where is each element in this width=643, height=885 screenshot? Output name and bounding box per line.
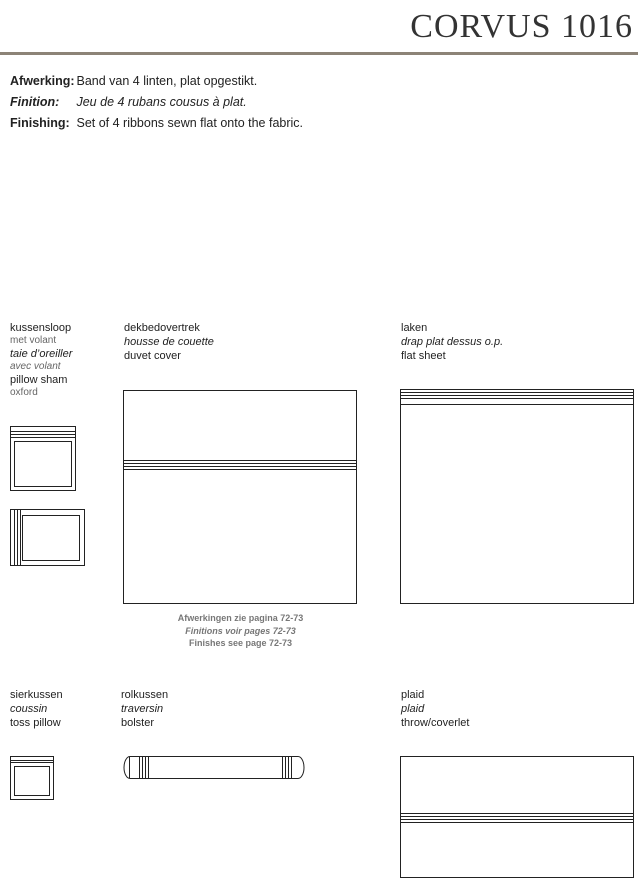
- note-nl: Afwerkingen zie pagina 72-73: [177, 613, 304, 623]
- toss-label-nl: sierkussen: [10, 689, 63, 701]
- flat-sheet-drawing: [400, 390, 634, 604]
- throw-coverlet-drawing: [400, 757, 634, 878]
- pillow-label-en-sub: oxford: [10, 387, 38, 398]
- finishing-label-en: Finishing:: [10, 116, 70, 130]
- toss-label-fr: coussin: [10, 703, 48, 715]
- finishing-label-fr: Finition:: [10, 95, 60, 109]
- finishing-text-fr: Jeu de 4 rubans cousus à plat.: [76, 95, 247, 109]
- bolster-label-fr: traversin: [121, 703, 164, 715]
- toss-label-en: toss pillow: [10, 717, 61, 729]
- toss-pillow-drawing: [10, 757, 54, 800]
- plaid-label-en: throw/coverlet: [401, 717, 470, 729]
- bolster-drawing: [124, 757, 304, 779]
- finishing-label-nl: Afwerking:: [10, 74, 75, 88]
- sheet-label-en: flat sheet: [401, 350, 446, 362]
- finishing-text-en: Set of 4 ribbons sewn flat onto the fabric.: [76, 116, 304, 130]
- note-en: Finishes see page 72-73: [188, 638, 293, 648]
- pillow-label-fr: taie d’oreiller: [10, 348, 73, 360]
- sheet-label-fr: drap plat dessus o.p.: [401, 336, 504, 348]
- plaid-label-fr: plaid: [401, 703, 425, 715]
- duvet-label-nl: dekbedovertrek: [124, 322, 200, 334]
- page-title: CORVUS 1016: [410, 8, 633, 45]
- finishing-text-nl: Band van 4 linten, plat opgestikt.: [76, 74, 258, 88]
- note-fr: Finitions voir pages 72-73: [185, 625, 296, 636]
- plaid-label-nl: plaid: [401, 689, 425, 701]
- pillow-label-nl-sub: met volant: [10, 335, 57, 346]
- duvet-label-fr: housse de couette: [124, 336, 214, 348]
- duvet-label-en: duvet cover: [124, 350, 181, 362]
- bolster-label-nl: rolkussen: [121, 689, 169, 701]
- pillow-label-en: pillow sham: [10, 374, 68, 386]
- bolster-label-en: bolster: [121, 717, 155, 729]
- pillow-label-fr-sub: avec volant: [10, 361, 61, 372]
- pillow-label-nl: kussensloop: [10, 322, 72, 334]
- pillow-sham-front-drawing: [10, 427, 76, 491]
- sheet-label-nl: laken: [401, 322, 428, 334]
- duvet-cover-drawing: [123, 391, 357, 604]
- pillow-sham-side-drawing: [11, 509, 85, 566]
